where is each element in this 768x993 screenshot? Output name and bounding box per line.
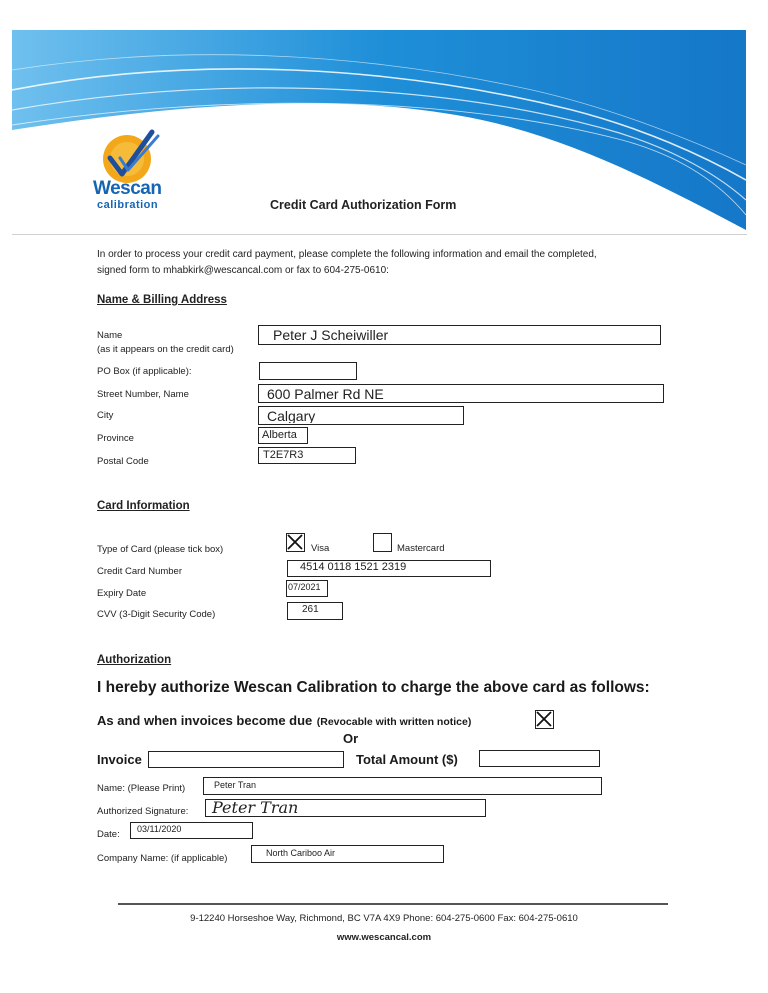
cvv-value: 261 [302, 604, 319, 615]
card-heading: Card Information [97, 500, 190, 512]
print-name-label: Name: (Please Print) [97, 783, 186, 794]
po-box-field[interactable] [259, 362, 357, 380]
postal-value: T2E7R3 [263, 449, 304, 461]
company-value: North Cariboo Air [266, 848, 336, 858]
company-label: Company Name: (if applicable) [97, 853, 228, 864]
street-value: 600 Palmer Rd NE [267, 386, 384, 401]
visa-checkbox[interactable] [286, 533, 305, 552]
visa-label: Visa [311, 543, 330, 554]
card-number-field[interactable] [287, 560, 491, 577]
signature-value: Peter Tran [212, 800, 299, 816]
expiry-field[interactable] [286, 580, 328, 597]
date-label: Date: [97, 829, 120, 840]
card-type-label: Type of Card (please tick box) [97, 544, 224, 555]
po-box-label: PO Box (if applicable): [97, 366, 192, 377]
city-field[interactable] [258, 406, 464, 425]
street-field[interactable] [258, 384, 664, 403]
footer-website[interactable]: www.wescancal.com [336, 932, 432, 943]
postal-label: Postal Code [97, 456, 149, 467]
due-note: (Revocable with written notice) [316, 716, 472, 728]
city-label: City [97, 410, 114, 421]
card-number-label: Credit Card Number [97, 566, 182, 577]
check-x-icon [536, 711, 552, 727]
cvv-field[interactable] [287, 602, 343, 620]
print-name-value: Peter Tran [214, 780, 257, 790]
name-value: Peter J Scheiwiller [273, 327, 389, 342]
date-value: 03/11/2020 [137, 824, 182, 834]
or-label: Or [343, 731, 359, 746]
date-field[interactable] [130, 822, 253, 839]
brand-name: Wescan [93, 178, 162, 199]
expiry-label: Expiry Date [97, 588, 147, 599]
intro-line-1: In order to process your credit card payment, please complete the following information and email the completed, [97, 249, 597, 260]
signature-field[interactable] [205, 799, 486, 817]
mastercard-label: Mastercard [397, 543, 445, 554]
amount-label: Total Amount ($) [356, 752, 458, 767]
invoice-label: Invoice [97, 752, 142, 767]
postal-field[interactable] [258, 447, 356, 464]
invoice-field[interactable] [148, 751, 344, 768]
name-field[interactable] [258, 325, 661, 345]
amount-field[interactable] [479, 750, 600, 767]
name-sub-label: (as it appears on the credit card) [97, 344, 234, 355]
province-value: Alberta [262, 429, 297, 441]
footer-address: 9-12240 Horseshoe Way, Richmond, BC V7A 4X9 Phone: 604-275-0600 Fax: 604-275-0610 [190, 913, 578, 924]
po-box-value [260, 363, 356, 365]
province-field[interactable] [258, 427, 308, 444]
header-divider [12, 234, 747, 235]
mastercard-checkbox[interactable] [373, 533, 392, 552]
amount-value [480, 751, 599, 753]
card-number-value: 4514 0118 1521 2319 [300, 561, 407, 573]
authorization-statement: I hereby authorize Wescan Calibration to charge the above card as follows: [97, 679, 650, 696]
form-title: Credit Card Authorization Form [270, 198, 457, 212]
check-x-icon [287, 534, 303, 550]
authorization-heading: Authorization [97, 654, 172, 666]
name-label: Name [97, 330, 123, 341]
signature-label: Authorized Signature: [97, 806, 189, 817]
footer-divider [118, 903, 668, 905]
due-row [97, 712, 471, 730]
brand-subtitle: calibration [97, 199, 159, 211]
expiry-value: 07/2021 [288, 582, 321, 592]
invoice-value [149, 752, 343, 754]
due-checkbox[interactable] [535, 710, 554, 729]
intro-text [97, 247, 697, 279]
print-name-field[interactable] [203, 777, 602, 795]
city-value: Calgary [267, 408, 316, 423]
billing-heading: Name & Billing Address [97, 294, 227, 306]
province-label: Province [97, 433, 134, 444]
due-label: As and when invoices become due [97, 713, 313, 728]
company-field[interactable] [251, 845, 444, 863]
intro-line-2: signed form to mhabkirk@wescancal.com or fax to 604-275-0610: [97, 265, 389, 276]
street-label: Street Number, Name [97, 389, 189, 400]
cvv-label: CVV (3-Digit Security Code) [97, 609, 216, 620]
